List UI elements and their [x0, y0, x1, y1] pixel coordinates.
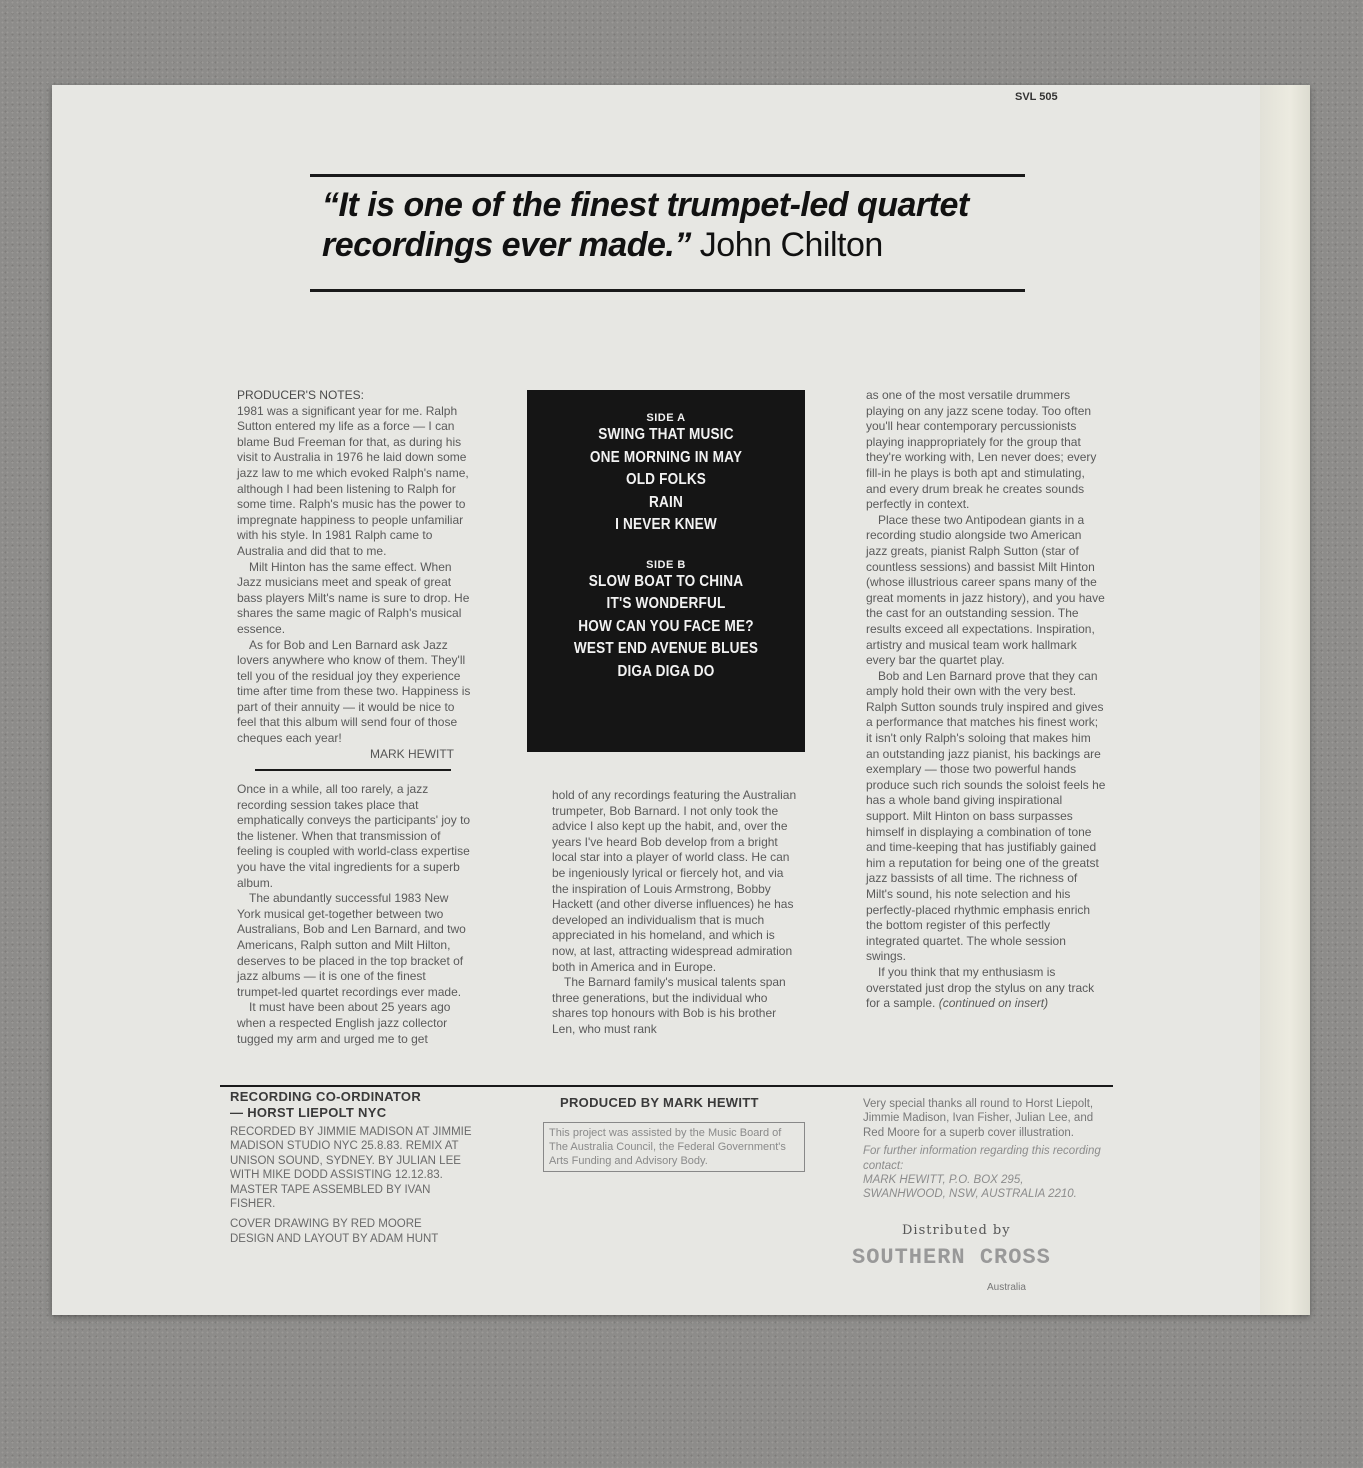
paragraph: 1981 was a significant year for me. Ralph Sutton entered my life as a force — I can blame Bud Freeman for that, as during his visit to Australia in 1976 he laid down some jazz law to me which evoked Ralph's name, although I had been listening to Ralph for some time. Ralph's music has the power to impregnate happiness to people unfamiliar with his style. In 1981 Ralph came to Australia and did that to me.	[237, 403, 469, 558]
paragraph: The abundantly successful 1983 New York musical get-together between two Australians, Bob and Len Barnard, and two Americans, Ralph sutton and Milt Hilton, deserves to be placed in the top bracket of jazz albums — it is one of the finest trumpet-led quartet recordings ever made.	[237, 891, 466, 999]
track: RAIN	[649, 493, 683, 511]
track: ONE MORNING IN MAY	[589, 448, 743, 466]
coordinator-line1: RECORDING CO-ORDINATOR	[230, 1089, 422, 1104]
recorded-by: RECORDED BY JIMMIE MADISON AT JIMMIE MADISON STUDIO NYC 25.8.83. REMIX AT UNISON SOUND, SYDNEY. BY JULIAN LEE WITH MIKE DODD ASSISTING 12.12.83. MASTER TAPE ASSEMBLED BY IVAN FISHER.	[230, 1126, 472, 1211]
track: OLD FOLKS	[625, 471, 707, 488]
distributed-by: Distributed by	[902, 1223, 1011, 1238]
contact-address-1: MARK HEWITT, P.O. BOX 295,	[863, 1174, 1024, 1187]
producers-notes	[237, 388, 472, 762]
track: I NEVER KNEW	[615, 516, 717, 533]
paragraph: As for Bob and Len Barnard ask Jazz lovers anywhere who know of them. They'll tell you of the residual joy they experience time after time from these two. Happiness is part of their annuity — it would be nice to feel that this album will send four of those cheques each year!	[237, 637, 471, 746]
recording-credits	[230, 1089, 475, 1246]
paragraph: It must have been about 25 years ago when a respected English jazz collector tugged my arm and urged me to get	[237, 1000, 451, 1046]
liner-notes-col2	[552, 788, 797, 1038]
track: SWING THAT MUSIC	[598, 426, 734, 443]
track: HOW CAN YOU FACE ME?	[578, 617, 754, 635]
thanks-text: Very special thanks all round to Horst Liepolt, Jimmie Madison, Ivan Fisher, Julian Lee, and Red Moore for a superb cover illustration.	[863, 1098, 1094, 1139]
paragraph: Bob and Len Barnard prove that they can amply hold their own with the very best. Ralph Sutton sounds truly inspired and gives a performance that matches his finest work; it isn't only Ralph's soloing that makes him an outstanding jazz pianist, his backings are exemplary — those two powerful hands produce such rich sounds the soloist feels he has a whole band giving inspirational support. Milt Hinton on bass surpasses himself in displaying a combination of tone and time-keeping that has justifiably gained him a reputation for being one of the greatst jazz bassists of all time. The richness of Milt's sound, his note selection and his perfectly-placed rhythmic emphasis enrich the bottom register of this perfectly integrated quartet. The whole session swings.	[866, 668, 1106, 964]
design-layout: DESIGN AND LAYOUT BY ADAM HUNT	[230, 1232, 439, 1245]
side-a-label: SIDE A	[646, 412, 686, 424]
quote-bottom-rule	[310, 289, 1025, 292]
paragraph: as one of the most versatile drummers playing on any jazz scene today. Too often you'll hear contemporary percussionists playing inappropriately for the group that they're working with, Len never does; every fill-in he plays is both apt and stimulating, and every drum break he creates sounds perfectly in context.	[866, 388, 1097, 512]
paragraph: Place these two Antipodean giants in a recording studio alongside two American jazz greats, pianist Ralph Sutton (star of countless sessions) and bassist Milt Hinton (whose illustrious career spans many of the great moments in jazz history), and you have the cast for an outstanding session. The results exceed all expectations. Inspiration, artistry and musical team work hallmark every bar the quartet play.	[866, 512, 1105, 668]
pull-quote	[322, 185, 1042, 265]
paragraph: hold of any recordings featuring the Australian trumpeter, Bob Barnard. I not only took the advice I also kept up the habit, and, over the years I've heard Bob develop from a bright local star into a player of world class. He can be ingeniously lyrical or fiercely hot, and via the inspiration of Louis Armstrong, Bobby Hackett (and other diverse influences) he has developed an individualism that is much appreciated in his homeland, and which is now, at last, attracting widespread admiration both in America and in Europe.	[552, 788, 797, 974]
thanks-block	[863, 1097, 1113, 1202]
track: IT'S WONDERFUL	[606, 595, 726, 612]
funding-notice: This project was assisted by the Music Board of The Australia Council, the Federal Government's Arts Funding and Advisory Body.	[543, 1122, 805, 1172]
quote-text: “It is one of the finest trumpet-led quartet recordings ever made.”	[322, 186, 969, 264]
track: SLOW BOAT TO CHINA	[588, 572, 744, 590]
producers-notes-heading: PRODUCER'S NOTES:	[237, 388, 364, 402]
track: WEST END AVENUE BLUES	[573, 640, 759, 657]
track: DIGA DIGA DO	[617, 662, 715, 680]
produced-by: PRODUCED BY MARK HEWITT	[560, 1095, 759, 1110]
catalog-number: SVL 505	[1015, 91, 1058, 103]
contact-address-2: SWANHWOOD, NSW, AUSTRALIA 2210.	[863, 1188, 1077, 1201]
continued-note: (continued on insert)	[938, 996, 1049, 1011]
quote-author: John Chilton	[699, 226, 883, 264]
liner-notes-col3	[866, 388, 1106, 1012]
liner-notes-col1	[237, 782, 472, 1047]
distributor-country: Australia	[987, 1282, 1026, 1293]
distributor-logo: SOUTHERN CROSS	[852, 1245, 1051, 1270]
paragraph: Once in a while, all too rarely, a jazz recording session takes place that emphatically conveys the participants' joy to the listener. When that transmission of feeling is coupled with world-class expertise you have the vital ingredients for a superb album.	[237, 782, 471, 890]
notes-divider	[255, 769, 451, 771]
paragraph-text: If you think that my enthusiasm is overstated just drop the stylus on any track for a sample.	[866, 964, 1095, 1011]
paragraph: The Barnard family's musical talents span three generations, but the individual who shares top honours with Bob is his brother Len, who must rank	[552, 975, 786, 1036]
cover-drawing: COVER DRAWING BY RED MOORE	[230, 1218, 422, 1231]
producers-notes-signature: MARK HEWITT	[370, 746, 454, 761]
credits-rule	[220, 1085, 1113, 1087]
contact-intro: For further information regarding this recording contact:	[863, 1145, 1101, 1172]
paragraph: Milt Hinton has the same effect. When Jazz musicians meet and speak of great bass players Milt's name is sure to drop. He shares the same magic of Ralph's musical essence.	[237, 559, 470, 636]
paragraph	[866, 965, 1106, 1012]
sleeve-spine-edge	[1260, 85, 1310, 1315]
quote-top-rule	[310, 174, 1025, 177]
tracklist-panel	[527, 390, 805, 752]
record-sleeve-back	[52, 85, 1310, 1315]
side-b-label: SIDE B	[646, 558, 686, 571]
coordinator-line2: — HORST LIEPOLT NYC	[230, 1105, 387, 1120]
